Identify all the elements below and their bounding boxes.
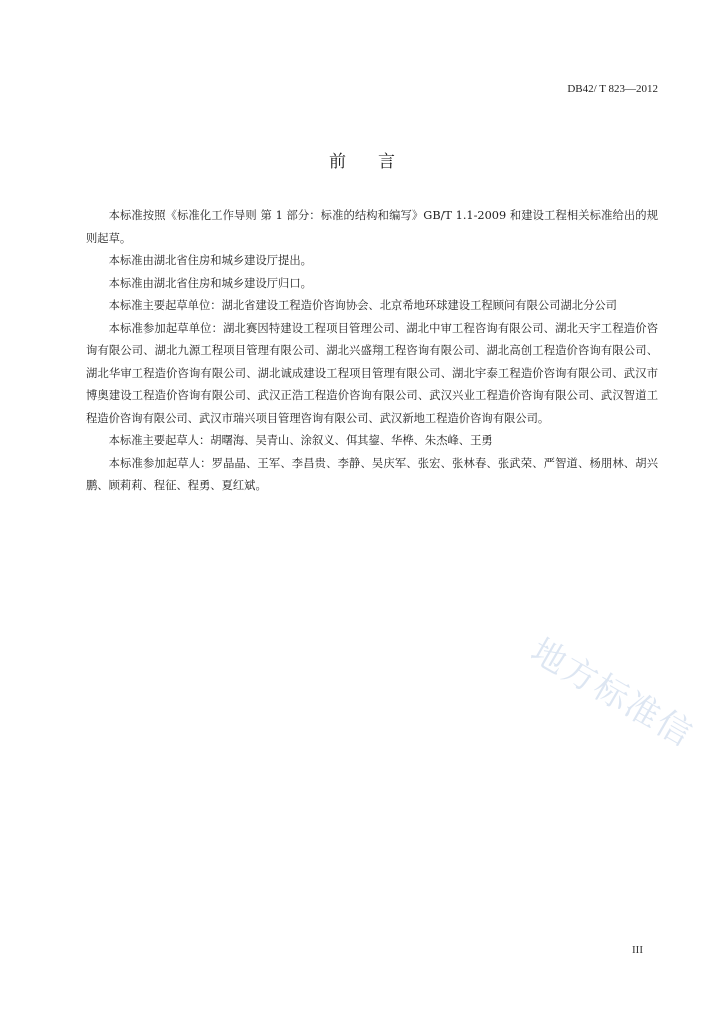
- paragraph-main-drafting-units: 本标准主要起草单位：湖北省建设工程造价咨询协会、北京希地环球建设工程顾问有限公司湖北分公司: [108, 299, 617, 312]
- paragraph-managed-by: 本标准由湖北省住房和城乡建设厅归口。: [108, 276, 312, 290]
- document-body: [86, 205, 658, 498]
- paragraph-main-drafters: 本标准主要起草人：胡曙海、吴青山、涂叙义、佴其鋆、华桦、朱杰峰、王勇: [108, 434, 493, 447]
- standard-code: DB42/ T 823—2012: [567, 83, 658, 95]
- page-number: III: [632, 944, 643, 956]
- watermark: 地方标准信: [524, 630, 700, 756]
- paragraph-drafting-rules: 本标准按照《标准化工作导则 第 1 部分：标准的结构和编写》GB/T 1.1-2009 和建设工程相关标准给出的规则起草。: [86, 209, 658, 245]
- paragraph-participating-units: 本标准参加起草单位：湖北赛因特建设工程项目管理公司、湖北中审工程咨询有限公司、湖北天宇工程造价咨询有限公司、湖北九源工程项目管理有限公司、湖北兴盛翔工程咨询有限公司、湖北高创工程造价咨询有限公司、湖北华审工程造价咨询有限公司、湖北诚成建设工程项目管理有限公司、湖北宇泰工程造价咨询有限公司、武汉市博奥建设工程造价咨询有限公司、武汉正浩工程造价咨询有限公司、武汉兴业工程造价咨询有限公司、武汉智道工程造价咨询有限公司、武汉市瑞兴项目管理咨询有限公司、武汉新地工程造价咨询有限公司。: [86, 321, 658, 425]
- paragraph-proposed-by: 本标准由湖北省住房和城乡建设厅提出。: [108, 254, 312, 267]
- paragraph-participating-drafters: 本标准参加起草人：罗晶晶、王军、李昌贵、李静、吴庆军、张宏、张林春、张武荣、严智道、杨朋林、胡兴鹏、顾莉莉、程征、程勇、夏红斌。: [86, 456, 658, 492]
- page-title: 前言: [329, 152, 427, 172]
